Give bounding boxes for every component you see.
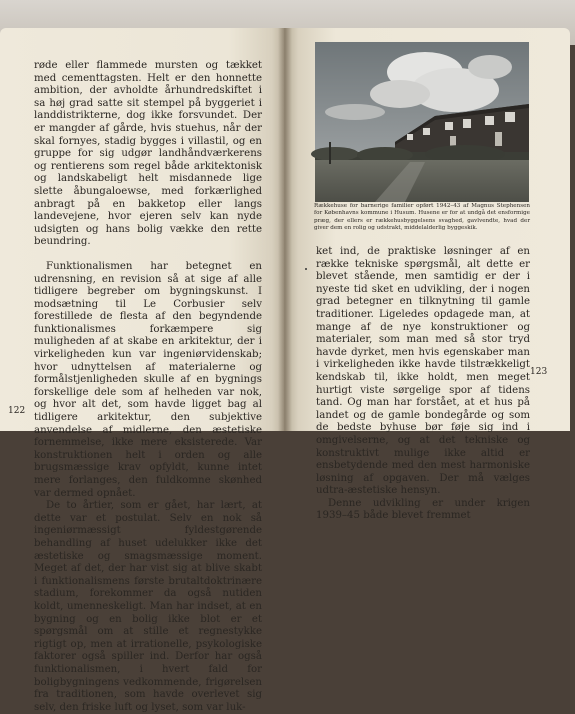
paragraph: Funktionalismen har betegnet en udrensning, en revision så at sige af alle tidligere begreber om bygningskunst. I modsætning til Le Corbusier selv forestillede de flesta af den begyndende funktionalismes forkæmpere sig muligheden af at skabe en arkitektur, der i virkeligheden kun var ingeniørvidenskab; hvor udnyttelsen af materialerne og formålstjenligheden skulle af en bygnings forskellige dele som af helheden var nok, og hvor alt det, som havde ligget bag al tidligere arkitektur, den subjektive anvendelse af midlerne, den æstetiske fornemmelse, ikke mere eksisterede. Var konstruktionen helt i orden og alle brugsmæssige krav opfyldt, kunne intet mere forlanges, den fuldkomne skønhed var dermed opnået. — [34, 260, 262, 499]
paragraph: Denne udvikling er under krigen 1939–45 både blevet fremmet — [316, 497, 530, 522]
page-number-right: 123 — [530, 367, 548, 377]
page-number-left: 122 — [8, 406, 26, 416]
paragraph: De to årtier, som er gået, har lært, at dette var et postulat. Selv en nok så ingeniørmæssigt fyldestgørende behandling af huset udelukker ikke det æstetiske og smagsmæssige moment. Meget af det, der har vist sig at blive skabt i funktionalismens første brutaltdoktrinære stadium, forekommer da også nutiden koldt, umenneskeligt. Man har indset, at en bygning og en bolig ikke blot er et spørgsmål om at stille et regnestykke rigtigt op, men at irrationelle, psykologiske faktorer også spiller ind. Derfor har også funktionalismen, i hvert fald for boligbygningens vedkommende, frigørelsen fra traditionen, som havde overlevet sig selv, den friske luft og lyset, som var luk- — [34, 500, 262, 713]
paragraph: røde eller flammede mursten og tækket med cementtagsten. Helt er den honnette ambition, der avholdte århundredskiftet i sa høj grad satte sit stempel på byggeriet i landdistrikterne, dog ikke forsvundet. Der er mangder af gårde, hvis stuehus, når der skal fornyes, stadig bygges i villastil, og en gruppe for sig udgør landhåndværkerens og rentierens som regel både arkitektonisk og landskabeligt helt misdannede lige slette åbungaloewse, med forkærlighed anbragt på en bakketop eller langs landevejene, hvor ejeren selv kan nyde udsigten og hans bolig vække den rette beundring. — [34, 60, 262, 248]
photo-caption — [314, 203, 530, 233]
right-page-text — [316, 246, 530, 523]
caption-text: Rækkehuse for barnerige familier opført 1942–43 af Magnus Stephensen for Københavns kommune i Husum. Husene er for at undgå det ensformige præg, der ellers er rækkehusbyggelsens svaghed, gavlvendte, hvad der giver dem en rolig og udstrakt, middelalderlig byggeskik. — [314, 203, 530, 232]
rowhouse-photo-icon — [315, 42, 529, 202]
paragraph: ket ind, de praktiske løsninger af en række tekniske spørgsmål, alt dette er blevet stående, men samtidig er der i nyeste tid sket en udvikling, der i nogen grad betegner en tilknytning til gamle traditioner. Ligeledes opdagede man, at mange af de nye konstruktioner og materialer, som man med så stor tryd havde dyrket, men hvis egenskaber man i virkeligheden ikke havde tilstrækkeligt kendskab til, ikke holdt, men meget hurtigt viste sørgelige spor af tidens tand. Og man har forstået, at et hus på landet og de gamle bondegårde og som de bedste byhuse bør føje sig ind i omgivelserne, og at det tekniske og konstruktivt mulige ikke altid er ensbetydende med den mest harmoniske løsning af opgaven. Der må vælges udtra-æstetiske hensyn. — [316, 246, 530, 497]
rowhouse-photo — [315, 42, 529, 202]
left-page — [0, 28, 286, 713]
left-page-text — [34, 60, 262, 714]
book-gutter — [278, 28, 292, 431]
ink-speck — [305, 268, 307, 270]
